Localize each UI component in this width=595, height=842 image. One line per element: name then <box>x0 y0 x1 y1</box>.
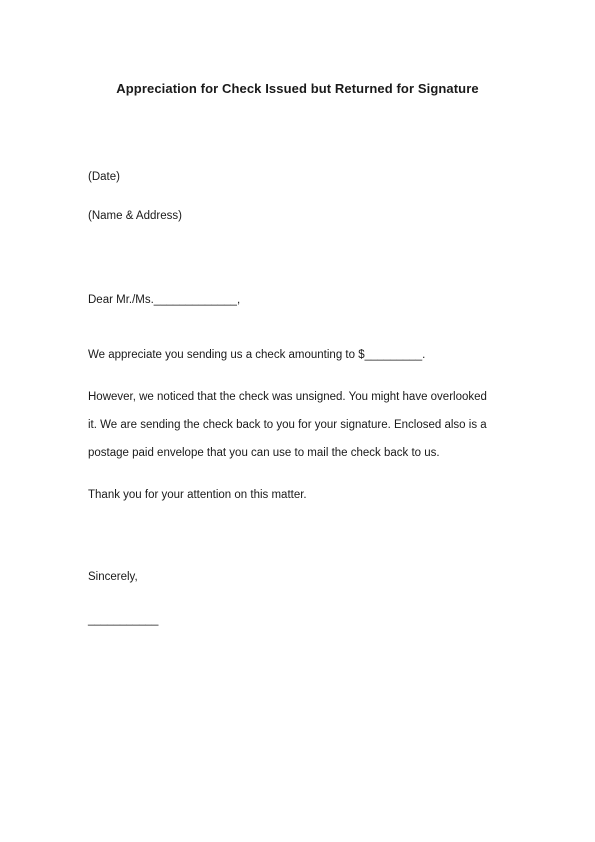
signature-line: ___________ <box>88 614 159 626</box>
paragraph-appreciation: We appreciate you sending us a check amounting to $_________. <box>88 349 426 361</box>
closing: Sincerely, <box>88 571 138 583</box>
salutation: Dear Mr./Ms._____________, <box>88 294 241 306</box>
name-address-placeholder: (Name & Address) <box>88 210 182 222</box>
letter-title: Appreciation for Check Issued but Returned for Signature <box>116 81 479 96</box>
paragraph-unsigned-line-1: However, we noticed that the check was unsigned. You might have overlooked <box>88 391 487 403</box>
date-placeholder: (Date) <box>88 171 120 183</box>
paragraph-thanks: Thank you for your attention on this matter. <box>88 489 307 501</box>
paragraph-unsigned-line-3: postage paid envelope that you can use to mail the check back to us. <box>88 447 440 459</box>
paragraph-unsigned-line-2: it. We are sending the check back to you for your signature. Enclosed also is a <box>88 419 487 431</box>
